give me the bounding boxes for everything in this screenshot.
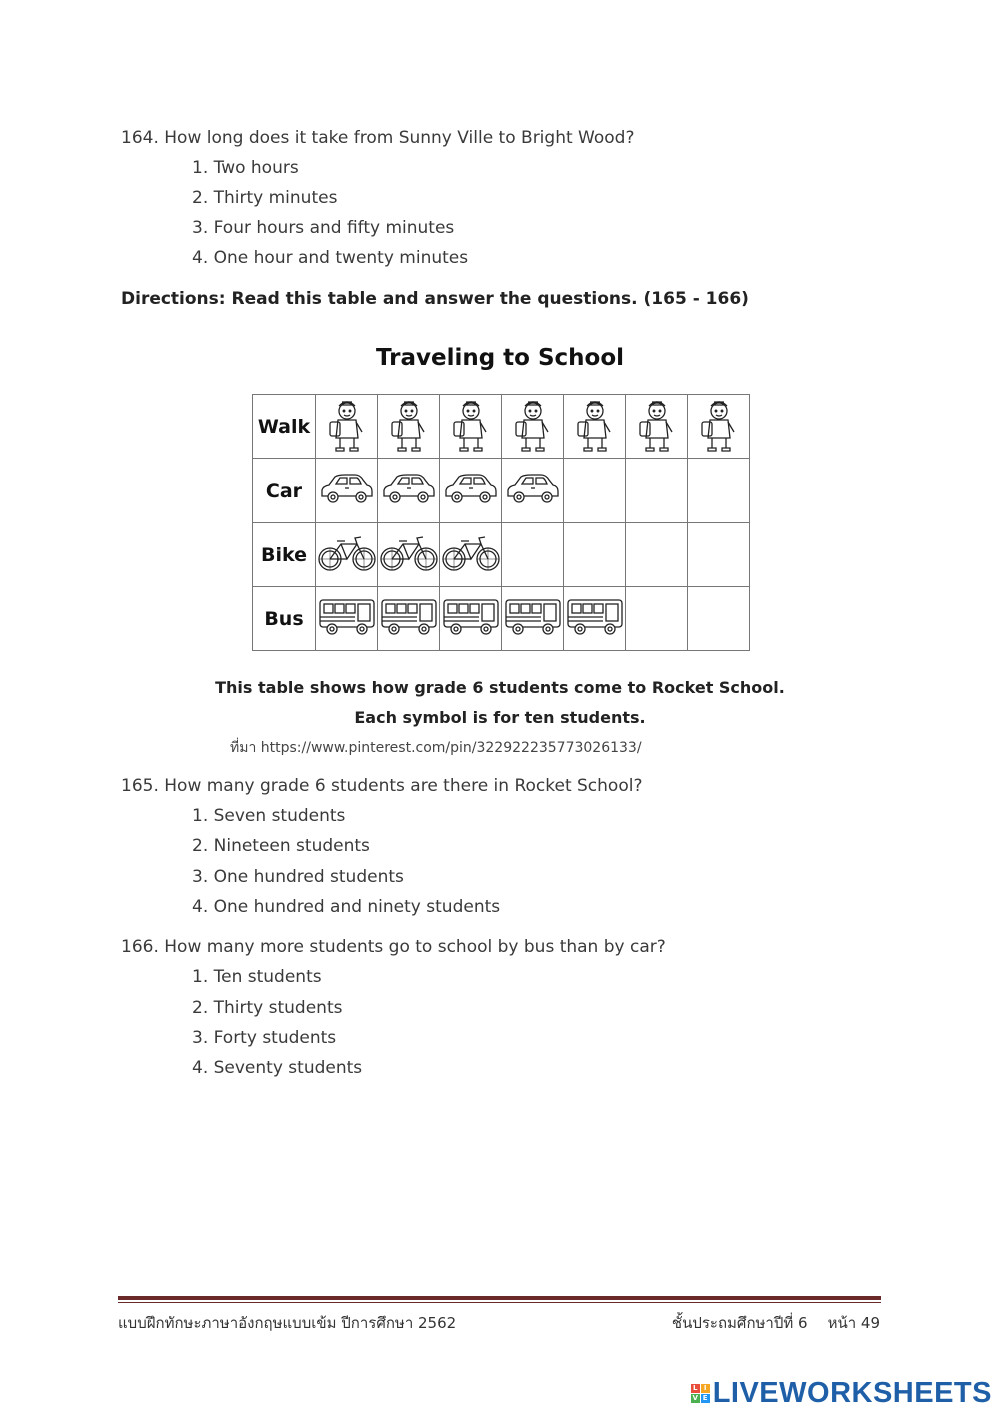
q164-option-4[interactable]: 4. One hour and twenty minutes <box>192 248 469 268</box>
pictograph-row-bus <box>253 587 750 651</box>
logo-letter-v: V <box>692 1394 698 1402</box>
directions: Directions: Read this table and answer the questions. (165 - 166) <box>121 289 749 309</box>
q166-option-3[interactable]: 3. Forty students <box>192 1028 337 1048</box>
student-icon <box>502 395 564 459</box>
footer-rule-thick <box>118 1296 881 1300</box>
source-citation: ที่มา https://www.pinterest.com/pin/322922235773026133/ <box>230 740 642 756</box>
student-icon <box>688 395 750 459</box>
logo-mark-icon <box>691 1384 710 1403</box>
empty-cell <box>626 523 688 587</box>
empty-cell <box>688 523 750 587</box>
bus-icon <box>378 587 440 651</box>
student-icon <box>378 395 440 459</box>
empty-cell <box>688 459 750 523</box>
car-icon <box>502 459 564 523</box>
empty-cell <box>626 587 688 651</box>
bus-icon <box>502 587 564 651</box>
q165-option-2[interactable]: 2. Nineteen students <box>192 836 370 856</box>
table-caption: This table shows how grade 6 students come to Rocket School. <box>215 678 785 697</box>
logo-letter-e: E <box>701 1394 710 1403</box>
chart-title: Traveling to School <box>375 345 625 371</box>
pictograph-row-car <box>253 459 750 523</box>
student-icon <box>626 395 688 459</box>
empty-cell <box>564 523 626 587</box>
q165-option-4[interactable]: 4. One hundred and ninety students <box>192 897 501 917</box>
row-label: Walk <box>253 395 316 459</box>
car-icon <box>316 459 378 523</box>
student-icon <box>440 395 502 459</box>
q165-option-3[interactable]: 3. One hundred students <box>192 867 404 887</box>
pictograph-row-walk <box>253 395 750 459</box>
logo-letter-i: I <box>701 1384 710 1393</box>
pictograph-row-bike <box>253 523 750 587</box>
student-icon <box>564 395 626 459</box>
empty-cell <box>564 459 626 523</box>
q166-option-2[interactable]: 2. Thirty students <box>192 998 343 1018</box>
bicycle-icon <box>316 523 378 587</box>
car-icon <box>440 459 502 523</box>
empty-cell <box>502 523 564 587</box>
empty-cell <box>626 459 688 523</box>
q164-option-2[interactable]: 2. Thirty minutes <box>192 188 338 208</box>
q164-option-1[interactable]: 1. Two hours <box>192 158 299 178</box>
question-164: 164. How long does it take from Sunny Ville to Bright Wood? <box>121 128 635 148</box>
row-label: Bus <box>253 587 316 651</box>
pictograph-table <box>252 394 750 651</box>
footer-rule-thin <box>118 1302 881 1303</box>
q166-option-1[interactable]: 1. Ten students <box>192 967 322 987</box>
bus-icon <box>564 587 626 651</box>
liveworksheets-logo[interactable] <box>691 1377 992 1410</box>
empty-cell <box>688 587 750 651</box>
question-166: 166. How many more students go to school by bus than by car? <box>121 937 666 957</box>
footer-page-number: หน้า 49 <box>827 1314 880 1332</box>
logo-wordmark: LIVEWORKSHEETS <box>712 1377 992 1409</box>
footer-page-info <box>652 1311 880 1335</box>
bicycle-icon <box>378 523 440 587</box>
logo-letter-l: L <box>691 1384 700 1393</box>
bus-icon <box>440 587 502 651</box>
bus-icon <box>316 587 378 651</box>
row-label: Car <box>253 459 316 523</box>
q165-option-1[interactable]: 1. Seven students <box>192 806 346 826</box>
footer-book-title: แบบฝึกทักษะภาษาอังกฤษแบบเข้ม ปีการศึกษา 2562 <box>118 1314 457 1332</box>
footer-grade: ชั้นประถมศึกษาปีที่ 6 <box>671 1314 808 1332</box>
symbol-key: Each symbol is for ten students. <box>354 708 646 727</box>
row-label: Bike <box>253 523 316 587</box>
question-165: 165. How many grade 6 students are there in Rocket School? <box>121 776 643 796</box>
car-icon <box>378 459 440 523</box>
q166-option-4[interactable]: 4. Seventy students <box>192 1058 363 1078</box>
q164-option-3[interactable]: 3. Four hours and fifty minutes <box>192 218 455 238</box>
student-icon <box>316 395 378 459</box>
bicycle-icon <box>440 523 502 587</box>
